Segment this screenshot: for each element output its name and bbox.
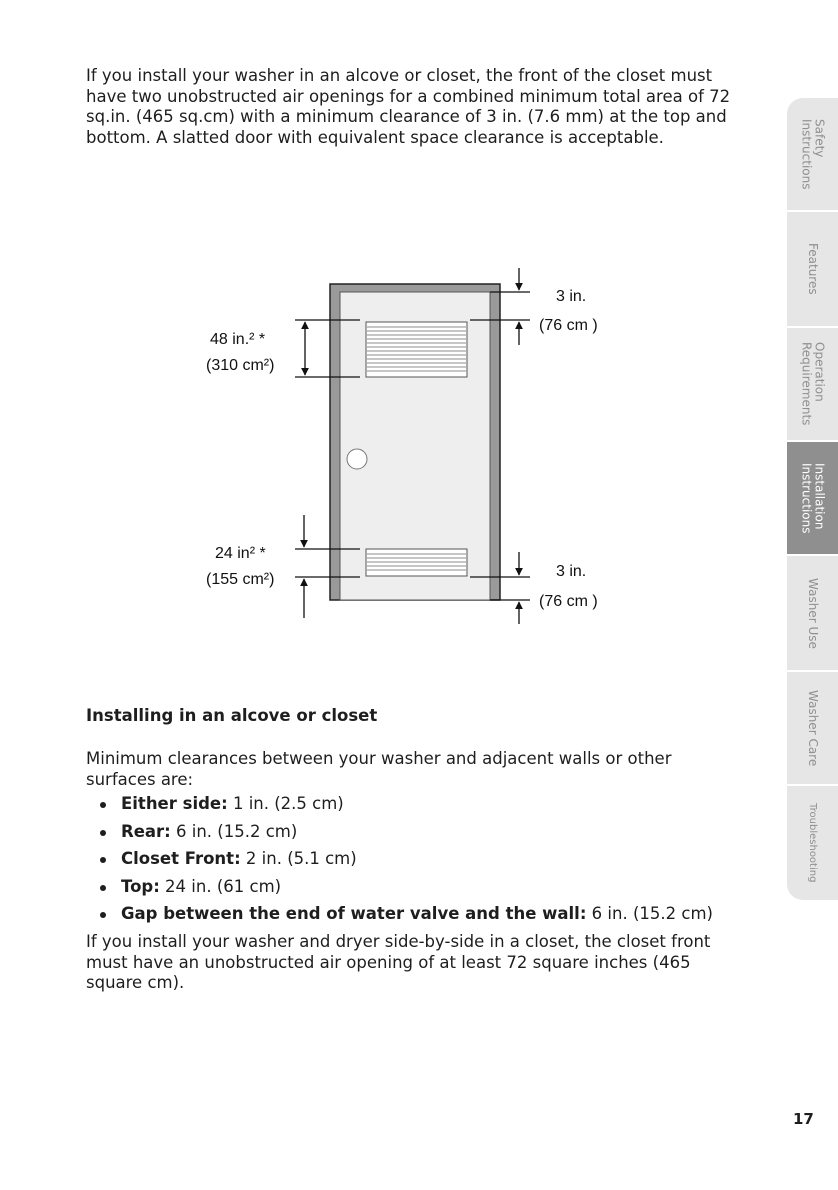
bottom-louvre-vent — [366, 549, 467, 576]
clearance-value: 24 in. (61 cm) — [159, 876, 282, 896]
page-number: 17 — [793, 1110, 814, 1128]
clearance-value: 1 in. (2.5 cm) — [227, 794, 344, 813]
tab-label: Washer Care — [806, 689, 820, 767]
list-item — [86, 877, 713, 905]
clearances-intro: Minimum clearances between your washer and adjacent walls or other surfaces are: — [86, 749, 672, 789]
top-clearance-metric: (76 cm ) — [539, 317, 598, 334]
closing-paragraph: If you install your washer and dryer side-by-side in a closet, the closet front must have an unobstructed air opening of at least 72 square inches (465 square cm). — [86, 932, 711, 992]
door-knob-icon — [347, 449, 367, 469]
list-item — [86, 849, 713, 877]
tab-features[interactable] — [787, 212, 838, 328]
top-clearance-label: 3 in. — [556, 288, 587, 305]
tab-label: Washer Use — [806, 577, 820, 649]
tab-troubleshooting[interactable] — [787, 786, 838, 900]
list-item — [86, 794, 713, 822]
tab-label: Troubleshooting — [807, 803, 818, 883]
list-item — [86, 822, 713, 850]
tab-label: Operation Requirements — [799, 342, 827, 426]
bottom-area-metric: (155 cm²) — [206, 571, 275, 588]
clearance-value: 2 in. (5.1 cm) — [240, 849, 357, 868]
intro-paragraph: If you install your washer in an alcove or closet, the front of the closet must have two unobstructed air openings for a combined minimum total area of 72 sq.in. (465 sq.cm) with a minimum clearance of 3 in. (7.6 mm) at the top and bottom. A slatted door with equivalent space clearance is acceptable. — [86, 66, 731, 147]
clearance-value: 6 in. (15.2 cm) — [586, 904, 713, 923]
section-heading: Installing in an alcove or closet — [86, 706, 378, 725]
tab-operation-requirements[interactable] — [787, 328, 838, 442]
tab-label: Safety Instructions — [799, 118, 827, 190]
tab-installation-instructions[interactable] — [787, 442, 838, 556]
clearance-label: Gap between the end of water valve and the wall: — [121, 904, 587, 923]
clearance-label: Rear: — [121, 821, 171, 841]
top-area-label: 48 in.² * — [210, 331, 266, 348]
top-louvre-vent — [366, 322, 467, 377]
bottom-area-label: 24 in² * — [215, 545, 266, 562]
top-area-metric: (310 cm²) — [206, 357, 275, 374]
clearance-label: Either side: — [121, 794, 228, 813]
clearance-value: 6 in. (15.2 cm) — [170, 821, 298, 841]
clearance-label: Closet Front: — [121, 849, 241, 868]
list-item — [86, 904, 713, 932]
clearances-list — [86, 794, 713, 932]
tab-label: Features — [806, 243, 820, 295]
bottom-clearance-label: 3 in. — [556, 563, 587, 580]
tab-washer-care[interactable] — [787, 672, 838, 786]
tab-label: Installation Instructions — [799, 462, 827, 534]
tab-washer-use[interactable] — [787, 556, 838, 672]
bottom-clearance-metric: (76 cm ) — [539, 593, 598, 610]
tab-safety-instructions[interactable] — [787, 98, 838, 212]
clearance-label: Top: — [121, 876, 160, 896]
